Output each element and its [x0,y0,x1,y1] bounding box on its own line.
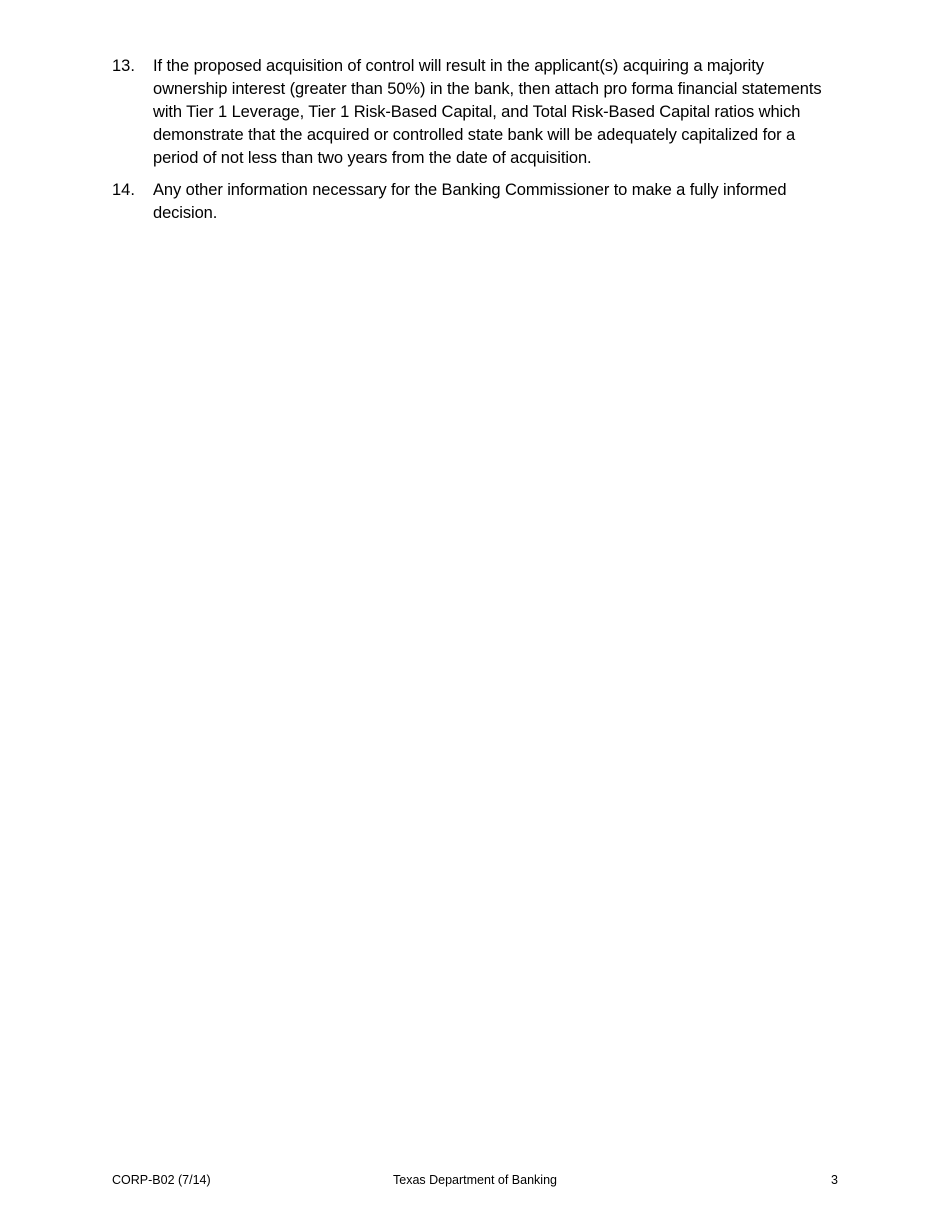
list-item [112,179,832,225]
form-id: CORP-B02 (7/14) [112,1173,211,1187]
agency-name: Texas Department of Banking [393,1173,557,1187]
list-item [112,55,832,170]
list-item-text: Any other information necessary for the Banking Commissioner to make a fully informed decision. [153,181,787,222]
list-item-number: 13. [112,57,135,75]
list-item-text: If the proposed acquisition of control will result in the applicant(s) acquiring a majority ownership interest (greater than 50%) in the bank, then attach pro forma financial statements with Tier 1 Leverage, Tier 1 Risk-Based Capital, and Total Risk-Based Capital ratios which demonstrate that the acquired or controlled state bank will be adequately capitalized for a period of not less than two years from the date of acquisition. [153,57,822,167]
page-footer [112,1172,838,1188]
list-item-number: 14. [112,181,135,199]
numbered-list [112,55,832,234]
page-number: 3 [831,1173,838,1187]
